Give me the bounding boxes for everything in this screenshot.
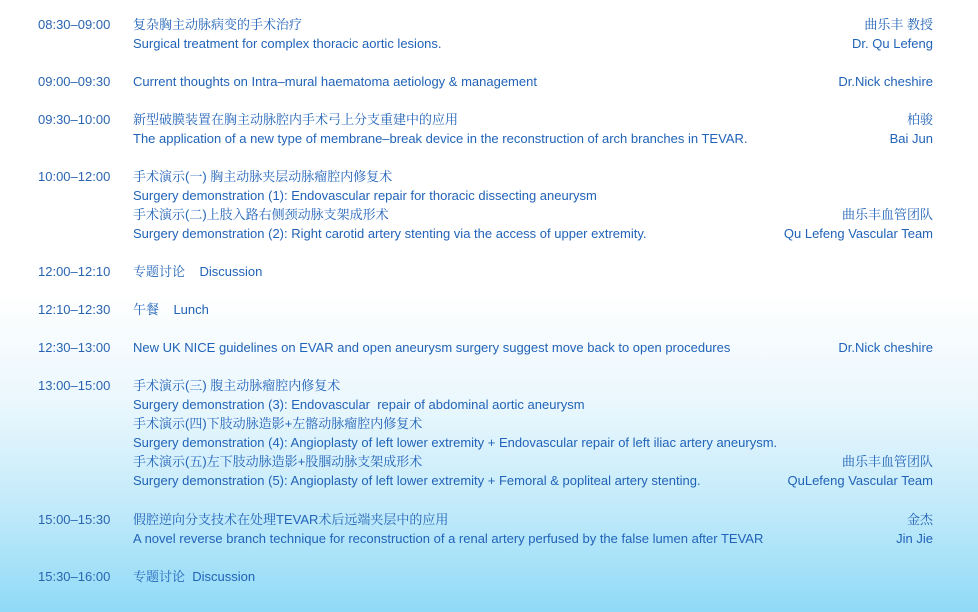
session-titles — [133, 262, 853, 281]
speaker-name-cn: 曲乐丰 教授 — [864, 17, 933, 32]
session-title-en: The application of a new type of membrane–break device in the reconstruction of arch branches in TEVAR. — [133, 131, 748, 146]
session-time: 12:00–12:10 — [38, 264, 111, 279]
session-titles — [133, 72, 853, 91]
session-titles — [133, 567, 853, 586]
session-titles — [133, 510, 853, 548]
session-title-en: Surgery demonstration (2): Right carotid artery stenting via the access of upper extremity. — [133, 226, 647, 241]
session-title: 专题讨论 Discussion — [133, 264, 263, 279]
session-title-en: Current thoughts on Intra–mural haematoma aetiology & management — [133, 74, 537, 89]
session-time: 09:30–10:00 — [38, 112, 111, 127]
session-title-en: Surgery demonstration (1): Endovascular repair for thoracic dissecting aneurysm — [133, 188, 597, 203]
session-title: 午餐 Lunch — [133, 302, 209, 317]
speaker-name-en: Dr.Nick cheshire — [838, 74, 933, 89]
session-title-en: A novel reverse branch technique for reconstruction of a renal artery perfused by the false lumen after TEVAR — [133, 531, 764, 546]
session-titles — [133, 338, 853, 357]
session-time: 13:00–15:00 — [38, 378, 111, 393]
session-title-cn: 假腔逆向分支技术在处理TEVAR术后远端夹层中的应用 — [133, 512, 449, 527]
speaker-name-en: Qu Lefeng Vascular Team — [783, 226, 933, 241]
session-title-cn: 复杂胸主动脉病变的手术治疗 — [133, 17, 303, 32]
speaker-name-cn: 曲乐丰血管团队 — [841, 454, 933, 469]
session-title-cn: 手术演示(五)左下肢动脉造影+股腘动脉支架成形术 — [133, 454, 423, 469]
session-titles — [133, 167, 853, 243]
session-title-cn: 手术演示(三) 腹主动脉瘤腔内修复术 — [133, 378, 341, 393]
session-time: 09:00–09:30 — [38, 74, 111, 89]
speaker-name-en: Dr.Nick cheshire — [838, 340, 933, 355]
session-title: 专题讨论 Discussion — [133, 569, 256, 584]
session-title-en: Surgery demonstration (4): Angioplasty of left lower extremity + Endovascular repair of left iliac artery aneurysm. — [133, 435, 778, 450]
session-time: 15:30–16:00 — [38, 569, 111, 584]
session-time: 08:30–09:00 — [38, 17, 111, 32]
session-title-cn: 新型破膜装置在胸主动脉腔内手术弓上分支重建中的应用 — [133, 112, 459, 127]
speaker-name-cn: 柏骏 — [906, 112, 933, 127]
speaker-name-cn: 金杰 — [906, 512, 933, 527]
session-time: 12:10–12:30 — [38, 302, 111, 317]
session-time: 15:00–15:30 — [38, 512, 111, 527]
speaker-name-cn: 曲乐丰血管团队 — [841, 207, 933, 222]
session-time: 12:30–13:00 — [38, 340, 111, 355]
session-titles — [133, 300, 853, 319]
session-time: 10:00–12:00 — [38, 169, 111, 184]
session-title-cn: 手术演示(四)下肢动脉造影+左髂动脉瘤腔内修复术 — [133, 416, 423, 431]
session-title-en: Surgical treatment for complex thoracic aortic lesions. — [133, 36, 442, 51]
speaker-name-en: Dr. Qu Lefeng — [852, 36, 933, 51]
session-title-en: Surgery demonstration (5): Angioplasty of left lower extremity + Femoral & popliteal artery stenting. — [133, 473, 701, 488]
session-title-en: Surgery demonstration (3): Endovascular repair of abdominal aortic aneurysm — [133, 397, 585, 412]
session-title-en: New UK NICE guidelines on EVAR and open aneurysm surgery suggest move back to open procedures — [133, 340, 731, 355]
session-titles — [133, 110, 853, 148]
speaker-name-en: Jin Jie — [896, 531, 933, 546]
session-titles — [133, 15, 853, 53]
speaker-name-en: QuLefeng Vascular Team — [787, 473, 933, 488]
speaker-name-en: Bai Jun — [889, 131, 933, 146]
session-title-cn: 手术演示(二)上肢入路右侧颈动脉支架成形术 — [133, 207, 389, 222]
session-titles — [133, 376, 853, 490]
session-title-cn: 手术演示(一) 胸主动脉夹层动脉瘤腔内修复术 — [133, 169, 393, 184]
